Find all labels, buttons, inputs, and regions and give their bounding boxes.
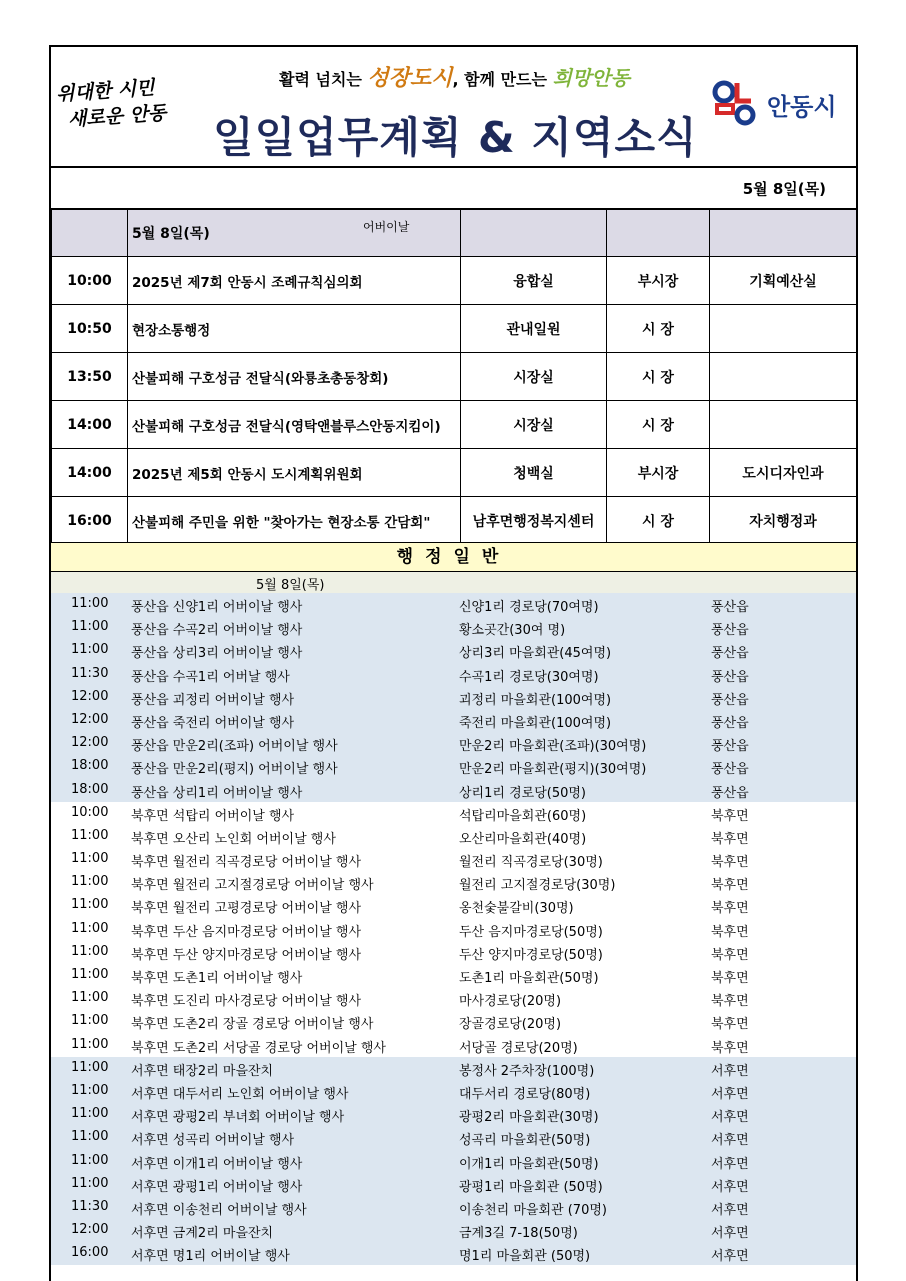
event-row xyxy=(51,1103,856,1126)
event-region: 풍산읍 xyxy=(711,785,749,801)
event-row xyxy=(51,1219,856,1242)
header-cell xyxy=(710,210,857,257)
schedule-title: 산불피해 구호성금 전달식(영탁앤블루스안동지킴이) xyxy=(128,401,461,449)
event-row xyxy=(51,802,856,825)
event-place: 도촌1리 마을회관(50명) xyxy=(459,971,599,986)
event-time: 11:30 xyxy=(71,1198,109,1214)
event-region: 풍산읍 xyxy=(711,623,749,639)
event-time: 11:00 xyxy=(71,1129,109,1145)
event-row xyxy=(51,894,856,917)
schedule-attendee: 시 장 xyxy=(607,353,710,401)
event-time: 11:00 xyxy=(71,1152,109,1168)
event-region: 풍산읍 xyxy=(711,646,749,662)
schedule-attendee: 시 장 xyxy=(607,305,710,353)
event-row xyxy=(51,593,856,616)
event-place: 죽전리 마을회관(100여명) xyxy=(459,715,612,731)
event-description: 북후면 월전리 고평경로당 어버이날 행사 xyxy=(131,901,362,917)
event-row xyxy=(51,1196,856,1219)
header-cell xyxy=(607,210,710,257)
schedule-place: 남후면행정복지센터 xyxy=(461,497,607,545)
event-time: 11:30 xyxy=(71,665,109,681)
event-description: 북후면 석탑리 어버이날 행사 xyxy=(131,808,295,824)
event-description: 북후면 두산 양지마경로당 어버이날 행사 xyxy=(131,947,362,963)
event-place: 성곡리 마을회관(50명) xyxy=(459,1133,591,1149)
event-row xyxy=(51,663,856,686)
andong-logo xyxy=(711,79,851,127)
event-description: 풍산읍 만운2리(평지) 어버이날 행사 xyxy=(131,762,338,778)
event-place: 상리1리 경로당(50명) xyxy=(459,785,586,801)
schedule-row xyxy=(52,401,857,449)
schedule-dept xyxy=(710,305,857,353)
tagline-highlight-2: 희망안동 xyxy=(552,66,630,90)
event-place: 두산 음지마경로당(50명) xyxy=(459,924,603,940)
event-description: 북후면 도촌1리 어버이날 행사 xyxy=(131,971,303,986)
event-row xyxy=(51,1010,856,1033)
event-time: 12:00 xyxy=(71,1222,109,1238)
event-place: 금계3길 7-18(50명) xyxy=(459,1226,578,1242)
event-place: 괴정리 마을회관(100여명) xyxy=(459,692,612,708)
section-title: 행정일반 xyxy=(51,542,856,572)
event-region: 북후면 xyxy=(711,1017,749,1033)
event-region: 서후면 xyxy=(711,1063,749,1079)
event-place: 상리3리 마을회관(45여명) xyxy=(459,646,612,662)
schedule-row xyxy=(52,257,857,305)
event-time: 12:00 xyxy=(71,735,109,751)
schedule-place: 청백실 xyxy=(461,449,607,497)
event-description: 서후면 명1리 어버이날 행사 xyxy=(131,1249,290,1265)
event-place: 장골경로당(20명) xyxy=(459,1017,562,1033)
section-date: 5월 8일(목) xyxy=(256,578,325,593)
event-region: 풍산읍 xyxy=(711,692,749,708)
event-time: 11:00 xyxy=(71,1036,109,1052)
slogan-line: 새로운 안동 xyxy=(67,101,167,131)
schedule-attendee: 부시장 xyxy=(607,257,710,305)
header-cell xyxy=(461,210,607,257)
schedule-time: 10:00 xyxy=(52,257,128,305)
event-place: 신양1리 경로당(70여명) xyxy=(459,600,599,615)
event-row xyxy=(51,825,856,848)
schedule-title: 2025년 제5회 안동시 도시계획위원회 xyxy=(128,449,461,497)
schedule-place: 융합실 xyxy=(461,257,607,305)
event-time: 18:00 xyxy=(71,758,109,774)
event-time: 12:00 xyxy=(71,688,109,704)
event-place: 이송천리 마을회관 (70명) xyxy=(459,1202,607,1218)
section-date-bar xyxy=(51,572,856,593)
event-region: 북후면 xyxy=(711,831,749,847)
event-region: 풍산읍 xyxy=(711,739,749,755)
event-time: 11:00 xyxy=(71,990,109,1006)
event-description: 풍산읍 상리3리 어버이날 행사 xyxy=(131,646,303,662)
event-description: 풍산읍 상리1리 어버이날 행사 xyxy=(131,785,303,801)
event-row xyxy=(51,1173,856,1196)
event-row xyxy=(51,709,856,732)
event-place: 명1리 마을회관 (50명) xyxy=(459,1249,591,1265)
event-row xyxy=(51,918,856,941)
event-region: 서후면 xyxy=(711,1156,749,1172)
event-region: 북후면 xyxy=(711,994,749,1010)
event-time: 12:00 xyxy=(71,711,109,727)
event-time: 11:00 xyxy=(71,874,109,890)
event-row xyxy=(51,964,856,987)
schedule-time: 14:00 xyxy=(52,401,128,449)
logo-text: 안동시 xyxy=(767,93,837,121)
event-region: 풍산읍 xyxy=(711,600,749,615)
event-region: 풍산읍 xyxy=(711,715,749,731)
event-description: 서후면 이개1리 어버이날 행사 xyxy=(131,1156,303,1172)
event-place: 월전리 고지절경로당(30명) xyxy=(459,878,616,894)
schedule-place: 시장실 xyxy=(461,353,607,401)
event-description: 북후면 도진리 마사경로당 어버이날 행사 xyxy=(131,994,362,1010)
event-place: 이개1리 마을회관(50명) xyxy=(459,1156,599,1172)
event-time: 11:00 xyxy=(71,642,109,658)
event-row xyxy=(51,616,856,639)
page-title: 일일업무계획 & 지역소식 xyxy=(213,113,698,162)
event-time: 11:00 xyxy=(71,1059,109,1075)
event-place: 수곡1리 경로당(30여명) xyxy=(459,669,599,685)
event-place: 황소곳간(30여 명) xyxy=(459,623,566,639)
header-cell xyxy=(52,210,128,257)
event-region: 북후면 xyxy=(711,971,749,986)
schedule-dept: 도시디자인과 xyxy=(710,449,857,497)
event-time: 11:00 xyxy=(71,1106,109,1122)
event-description: 북후면 도촌2리 서당골 경로당 어버이날 행사 xyxy=(131,1040,386,1056)
schedule-table xyxy=(51,209,857,545)
event-time: 11:00 xyxy=(71,1013,109,1029)
event-region: 서후면 xyxy=(711,1202,749,1218)
header-date-cell xyxy=(128,210,461,257)
event-row xyxy=(51,871,856,894)
event-place: 오산리마을회관(40명) xyxy=(459,831,587,847)
event-region: 서후면 xyxy=(711,1249,749,1265)
header xyxy=(51,47,856,168)
event-row xyxy=(51,779,856,802)
schedule-row xyxy=(52,497,857,545)
schedule-title: 현장소통행정 xyxy=(128,305,461,353)
event-region: 북후면 xyxy=(711,808,749,824)
event-place: 대두서리 경로당(80명) xyxy=(459,1086,591,1102)
event-row xyxy=(51,755,856,778)
event-row xyxy=(51,1057,856,1080)
andong-logo-icon xyxy=(711,79,759,127)
event-place: 두산 양지마경로당(50명) xyxy=(459,947,603,963)
event-description: 풍산읍 만운2리(조파) 어버이날 행사 xyxy=(131,739,338,755)
event-time: 11:00 xyxy=(71,619,109,635)
event-row xyxy=(51,848,856,871)
event-description: 서후면 광평1리 어버이날 행사 xyxy=(131,1179,303,1195)
event-region: 서후면 xyxy=(711,1179,749,1195)
event-description: 북후면 오산리 노인회 어버이날 행사 xyxy=(131,831,336,847)
schedule-attendee: 시 장 xyxy=(607,401,710,449)
date-line xyxy=(51,168,856,209)
event-place: 봉정사 2주차장(100명) xyxy=(459,1063,595,1079)
event-region: 북후면 xyxy=(711,1040,749,1056)
tagline-highlight-1: 성장도시 xyxy=(367,65,453,91)
event-description: 서후면 금계2리 마을잔치 xyxy=(131,1226,274,1242)
event-time: 11:00 xyxy=(71,1175,109,1191)
event-region: 풍산읍 xyxy=(711,762,749,778)
event-description: 풍산읍 괴정리 어버이날 행사 xyxy=(131,692,295,708)
event-description: 서후면 광평2리 부녀회 어버이날 행사 xyxy=(131,1110,345,1126)
slogan-left xyxy=(55,73,188,134)
event-place: 광평1리 마을회관 (50명) xyxy=(459,1179,603,1195)
event-row xyxy=(51,639,856,662)
event-place: 옹천숯불갈비(30명) xyxy=(459,901,574,917)
slogan-line: 위대한 시민 xyxy=(55,76,156,106)
tagline-pre: 활력 넘치는 xyxy=(279,70,368,89)
schedule-row xyxy=(52,449,857,497)
document-frame xyxy=(49,45,858,1281)
event-description: 서후면 성곡리 어버이날 행사 xyxy=(131,1133,295,1149)
event-place: 서당골 경로당(20명) xyxy=(459,1040,578,1056)
event-place: 마사경로당(20명) xyxy=(459,994,562,1010)
event-row xyxy=(51,941,856,964)
date-text: 5월 8일(목) xyxy=(742,180,826,198)
tagline xyxy=(279,61,630,92)
event-place: 만운2리 마을회관(평지)(30여명) xyxy=(459,762,647,778)
event-description: 서후면 이송천리 어버이날 행사 xyxy=(131,1202,307,1218)
event-region: 북후면 xyxy=(711,901,749,917)
schedule-place: 시장실 xyxy=(461,401,607,449)
event-row xyxy=(51,1080,856,1103)
schedule-place: 관내일원 xyxy=(461,305,607,353)
event-time: 11:00 xyxy=(71,851,109,867)
event-row xyxy=(51,1242,856,1265)
schedule-title: 2025년 제7회 안동시 조례규칙심의회 xyxy=(128,257,461,305)
event-time: 11:00 xyxy=(71,897,109,913)
event-time: 11:00 xyxy=(71,967,109,982)
event-time: 16:00 xyxy=(71,1245,109,1261)
event-time: 10:00 xyxy=(71,804,109,820)
header-note: 어버이날 xyxy=(363,220,410,234)
event-time: 18:00 xyxy=(71,781,109,797)
event-region: 북후면 xyxy=(711,855,749,871)
event-place: 만운2리 마을회관(조파)(30여명) xyxy=(459,739,647,755)
event-region: 서후면 xyxy=(711,1086,749,1102)
schedule-attendee: 부시장 xyxy=(607,449,710,497)
event-time: 11:00 xyxy=(71,827,109,843)
event-description: 서후면 대두서리 노인회 어버이날 행사 xyxy=(131,1086,349,1102)
event-region: 서후면 xyxy=(711,1226,749,1242)
schedule-body xyxy=(52,257,857,545)
event-time: 11:00 xyxy=(71,596,109,611)
event-description: 북후면 월전리 직곡경로당 어버이날 행사 xyxy=(131,855,362,871)
event-region: 서후면 xyxy=(711,1133,749,1149)
schedule-time: 14:00 xyxy=(52,449,128,497)
schedule-header-row xyxy=(52,210,857,257)
tagline-mid: , 함께 만드는 xyxy=(452,70,553,89)
schedule-dept xyxy=(710,353,857,401)
schedule-row xyxy=(52,353,857,401)
event-description: 풍산읍 신양1리 어버이날 행사 xyxy=(131,600,303,615)
event-description: 풍산읍 수곡1리 어버날 행사 xyxy=(131,669,290,685)
header-date: 5월 8일(목) xyxy=(132,226,210,242)
event-row xyxy=(51,732,856,755)
schedule-time: 10:50 xyxy=(52,305,128,353)
event-region: 서후면 xyxy=(711,1110,749,1126)
event-region: 풍산읍 xyxy=(711,669,749,685)
schedule-title: 산불피해 주민을 위한 "찾아가는 현장소통 간담회" xyxy=(128,497,461,545)
event-description: 북후면 두산 음지마경로당 어버이날 행사 xyxy=(131,924,362,940)
schedule-attendee: 시 장 xyxy=(607,497,710,545)
event-description: 서후면 태장2리 마을잔치 xyxy=(131,1063,274,1079)
event-row xyxy=(51,686,856,709)
event-description: 풍산읍 죽전리 어버이날 행사 xyxy=(131,715,295,731)
schedule-dept: 기획예산실 xyxy=(710,257,857,305)
event-time: 11:00 xyxy=(71,1082,109,1098)
schedule-time: 16:00 xyxy=(52,497,128,545)
schedule-dept xyxy=(710,401,857,449)
event-row xyxy=(51,987,856,1010)
schedule-time: 13:50 xyxy=(52,353,128,401)
event-description: 북후면 월전리 고지절경로당 어버이날 행사 xyxy=(131,878,374,894)
event-list xyxy=(51,593,856,1265)
event-description: 북후면 도촌2리 장골 경로당 어버이날 행사 xyxy=(131,1017,374,1033)
event-place: 석탑리마을회관(60명) xyxy=(459,808,587,824)
schedule-dept: 자치행정과 xyxy=(710,497,857,545)
schedule-title: 산불피해 구호성금 전달식(와룡초총동창회) xyxy=(128,353,461,401)
event-region: 북후면 xyxy=(711,878,749,894)
schedule-row xyxy=(52,305,857,353)
event-description: 풍산읍 수곡2리 어버이날 행사 xyxy=(131,623,303,639)
event-place: 월전리 직곡경로당(30명) xyxy=(459,855,603,871)
event-place: 광평2리 마을회관(30명) xyxy=(459,1110,599,1126)
event-row xyxy=(51,1126,856,1149)
event-time: 11:00 xyxy=(71,943,109,959)
event-row xyxy=(51,1034,856,1057)
event-region: 북후면 xyxy=(711,924,749,940)
event-row xyxy=(51,1150,856,1173)
event-region: 북후면 xyxy=(711,947,749,963)
event-time: 11:00 xyxy=(71,920,109,936)
